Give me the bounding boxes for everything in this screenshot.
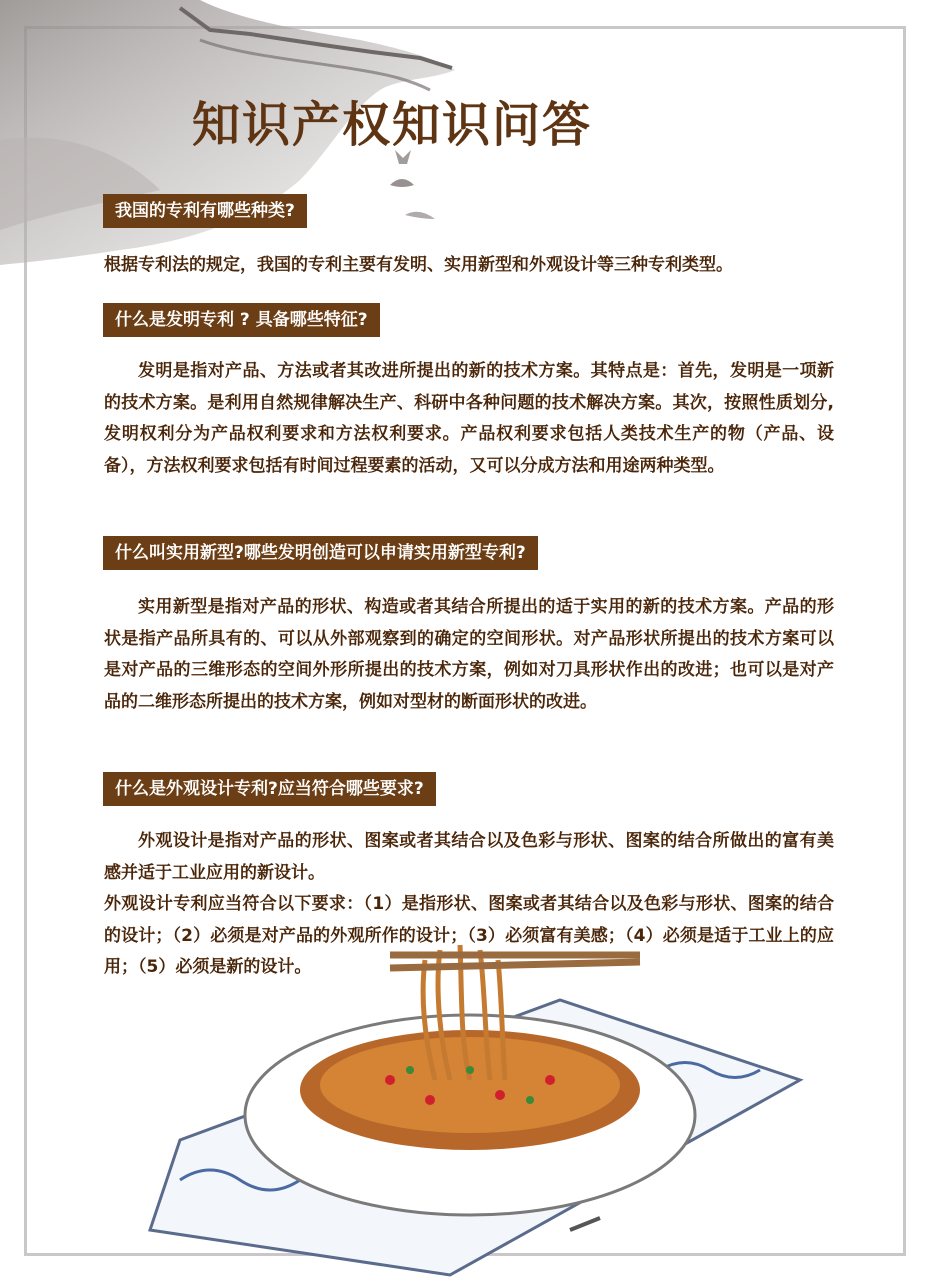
noodle-bowl-illustration <box>140 930 840 1280</box>
answer-text-1: 根据专利法的规定，我国的专利主要有发明、实用新型和外观设计等三种专利类型。 <box>104 255 733 275</box>
question-badge-1: 我国的专利有哪些种类? <box>103 194 307 228</box>
answer-text-4-paragraph-1: 外观设计是指对产品的形状、图案或者其结合以及色彩与形状、图案的结合所做出的富有美感并适于工业应用的新设计。 <box>104 831 834 883</box>
answer-text-2: 发明是指对产品、方法或者其改进所提出的新的技术方案。其特点是：首先，发明是一项新的技术方案。是利用自然规律解决生产、科研中各种问题的技术解决方案。其次，按照性质划分,发明权利分为产品权利要求和方法权利要求。产品权利要求包括人类技术生产的物（产品、设备），方法权利要求包括有时间过程要素的活动，又可以分成方法和用途两种类型。 <box>104 361 834 476</box>
question-badge-4: 什么是外观设计专利?应当符合哪些要求? <box>103 772 436 806</box>
question-badge-2: 什么是发明专利 ? 具备哪些特征? <box>103 303 380 337</box>
question-badge-3: 什么叫实用新型?哪些发明创造可以申请实用新型专利? <box>103 536 538 570</box>
answer-text-4-paragraph-2: 外观设计专利应当符合以下要求：（1）是指形状、图案或者其结合以及色彩与形状、图案的结合的设计；（2）必须是对产品的外观所作的设计；（3）必须富有美感；（4）必须是适于工业上的应用；（5）必须是新的设计。 <box>104 894 834 977</box>
answer-text-3: 实用新型是指对产品的形状、构造或者其结合所提出的适于实用的新的技术方案。产品的形状是指产品所具有的、可以从外部观察到的确定的空间形状。对产品形状所提出的技术方案可以是对产品的三维形态的空间外形所提出的技术方案，例如对刀具形状作出的改进；也可以是对产品的二维形态所提出的技术方案，例如对型材的断面形状的改进。 <box>104 597 834 712</box>
page-title: 知识产权知识问答 <box>192 97 593 153</box>
